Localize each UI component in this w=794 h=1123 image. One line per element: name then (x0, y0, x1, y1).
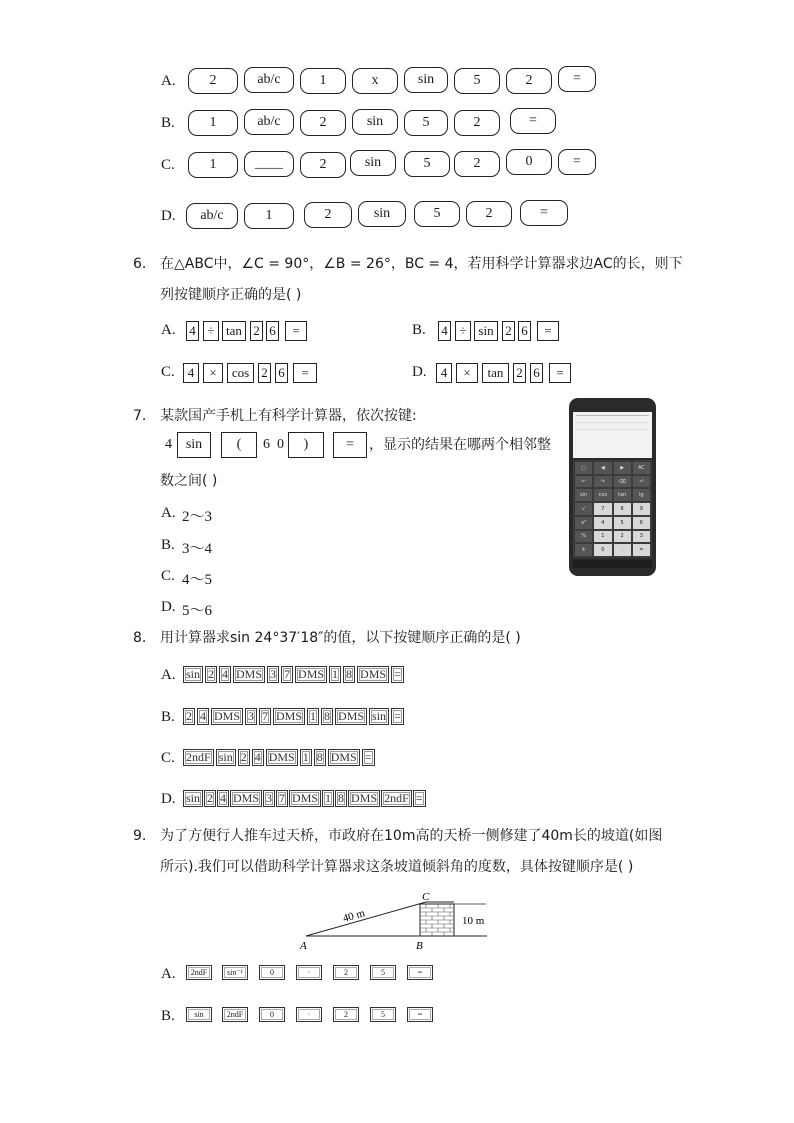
phone-key: 6 (633, 517, 650, 529)
key: 2 (513, 363, 526, 383)
key: 1 (322, 790, 334, 807)
key: 1 (329, 666, 341, 683)
key: 5 (414, 201, 460, 227)
key: 2 (300, 110, 346, 136)
key: = (391, 666, 404, 683)
option-label: B. (161, 1008, 175, 1024)
key: 2 (506, 68, 552, 94)
key: ( (221, 432, 257, 458)
option-label: A. (161, 322, 176, 338)
option-label: D. (161, 791, 176, 807)
option-label: B. (161, 115, 175, 131)
phone-key: = (633, 544, 650, 556)
key: = (407, 1007, 433, 1022)
key: 2 (502, 321, 515, 341)
key: ab/c (244, 109, 294, 135)
key: = (558, 66, 596, 92)
key: sin (186, 1007, 212, 1022)
phone-key: 8 (614, 503, 631, 515)
key: × (203, 363, 223, 383)
key: DMS (266, 749, 298, 766)
phone-key: 3 (633, 531, 650, 543)
key: = (285, 321, 307, 341)
question-text: 列按键顺序正确的是( ) (160, 287, 302, 303)
key: DMS (335, 708, 367, 725)
key: x (352, 68, 398, 94)
key: 2 (238, 749, 250, 766)
question-text: 为了方便行人推车过天桥，市政府在10m高的天桥一侧修建了40m长的坡道(如图 (160, 828, 663, 844)
height-label: 10 m (462, 915, 485, 927)
phone-key: ↷ (594, 476, 611, 488)
key-plain: 0 (277, 437, 284, 452)
key: 2 (205, 666, 217, 683)
key: DMS (211, 708, 243, 725)
q8-option-b-keys (183, 708, 404, 725)
question-number: 6. (133, 256, 147, 272)
key: 2 (300, 152, 346, 178)
key: sin (369, 708, 389, 725)
option-label: B. (412, 322, 426, 338)
option-label: C. (161, 750, 175, 766)
phone-key: tan (614, 489, 631, 501)
key: sin (177, 432, 211, 458)
option-label: D. (161, 208, 176, 224)
key: = (293, 363, 317, 383)
option-label: A. (161, 505, 176, 521)
phone-key: AC (633, 462, 650, 474)
key: 4 (197, 708, 209, 725)
key: cos (227, 363, 254, 383)
key: 1 (300, 749, 312, 766)
phone-key: 4 (594, 517, 611, 529)
key: 4 (252, 749, 264, 766)
key: 3 (267, 666, 279, 683)
question-text: 某款国产手机上有科学计算器，依次按键: (160, 408, 417, 424)
key: 7 (276, 790, 288, 807)
phone-key: □ (575, 462, 592, 474)
key: tan (482, 363, 509, 383)
question-text: 用计算器求sin 24°37′18″的值，以下按键顺序正确的是( ) (160, 630, 521, 646)
key: 5 (370, 965, 396, 980)
key: 2 (204, 790, 216, 807)
phone-key: 7 (594, 503, 611, 515)
option-text: 3～4 (182, 541, 213, 557)
key: 2 (333, 965, 359, 980)
q8-option-a-keys (183, 666, 404, 683)
q8-option-d-keys (183, 790, 426, 807)
key: 6 (518, 321, 531, 341)
key: sin (474, 321, 498, 341)
key-plain: 6 (263, 437, 270, 452)
question-text: 数之间( ) (160, 473, 218, 489)
key: = (537, 321, 559, 341)
key: 0 (259, 965, 285, 980)
option-label: A. (161, 73, 176, 89)
key: 7 (259, 708, 271, 725)
slope-label: 40 m (341, 907, 367, 925)
phone-key: ↶ (575, 476, 592, 488)
key: 6 (530, 363, 543, 383)
key: 8 (343, 666, 355, 683)
key: sin (216, 749, 236, 766)
key: sin (350, 150, 396, 176)
phone-key: 1 (594, 531, 611, 543)
key: 8 (314, 749, 326, 766)
option-label: D. (412, 364, 427, 380)
key: = (558, 149, 596, 175)
key: 5 (404, 110, 448, 136)
key: 2 (304, 202, 352, 228)
key: 3 (263, 790, 275, 807)
phone-key: . (614, 544, 631, 556)
option-text: 4～5 (182, 572, 213, 588)
key: DMS (348, 790, 380, 807)
key: = (391, 708, 404, 725)
key: 1 (307, 708, 319, 725)
phone-keypad (573, 460, 652, 558)
key: = (510, 108, 556, 134)
phone-key: cos (594, 489, 611, 501)
key: ÷ (455, 321, 471, 341)
option-label: B. (161, 537, 175, 553)
phone-key: 0 (594, 544, 611, 556)
key: 5 (370, 1007, 396, 1022)
key: 4 (436, 363, 452, 383)
option-text: 2～3 (182, 509, 213, 525)
key: DMS (233, 666, 265, 683)
key: 4 (186, 321, 199, 341)
phone-key: ▶ (614, 462, 631, 474)
key: × (456, 363, 478, 383)
slope-line (306, 902, 426, 936)
key: = (407, 965, 433, 980)
option-label: A. (161, 966, 176, 982)
key: · (296, 1007, 322, 1022)
key: 2 (333, 1007, 359, 1022)
option-label: C. (161, 364, 175, 380)
key: ab/c (186, 203, 238, 229)
option-label: C. (161, 157, 175, 173)
key: = (520, 200, 568, 226)
key: 8 (321, 708, 333, 725)
key: tan (222, 321, 246, 341)
option-text: 5～6 (182, 603, 213, 619)
key: · (296, 965, 322, 980)
point-b-label: B (416, 940, 423, 952)
option-label: D. (161, 599, 176, 615)
question-number: 7. (133, 408, 147, 424)
key: 2 (258, 363, 271, 383)
key: DMS (230, 790, 262, 807)
key: 5 (404, 151, 450, 177)
phone-key: 2 (614, 531, 631, 543)
key: 0 (259, 1007, 285, 1022)
point-c-label: C (422, 891, 430, 903)
point-a-label: A (300, 940, 307, 952)
key: 8 (335, 790, 347, 807)
key: sin (404, 67, 448, 93)
question-number: 8. (133, 630, 147, 646)
question-number: 9. (133, 828, 147, 844)
key: 4 (183, 363, 199, 383)
question-text: 在△ABC中，∠C = 90°，∠B = 26°，BC = 4，若用科学计算器求边AC的长，则下 (160, 256, 683, 272)
phone-key: ⏎ (633, 476, 650, 488)
key: sin (352, 109, 398, 135)
key: 1 (188, 110, 238, 136)
key: DMS (357, 666, 389, 683)
key: 2 (466, 201, 512, 227)
key: ab/c (244, 67, 294, 93)
key: 2ndF (186, 965, 212, 980)
phone-key: sin (575, 489, 592, 501)
key: ÷ (203, 321, 219, 341)
key: sin⁻¹ (222, 965, 248, 980)
key: ) (288, 432, 324, 458)
key: DMS (328, 749, 360, 766)
key: 4 (219, 666, 231, 683)
key: 2 (454, 151, 500, 177)
phone-key: lg (633, 489, 650, 501)
key: ____ (244, 151, 294, 177)
key: sin (358, 201, 406, 227)
phone-key: x² (575, 517, 592, 529)
key: sin (183, 666, 203, 683)
key: 1 (300, 68, 346, 94)
key: 2 (250, 321, 263, 341)
key: 3 (245, 708, 257, 725)
key: 2 (188, 68, 238, 94)
key: 2 (183, 708, 195, 725)
phone-key: % (575, 531, 592, 543)
question-text: ，显示的结果在哪两个相邻整 (369, 437, 551, 453)
key: = (413, 790, 426, 807)
phone-screen (573, 412, 652, 458)
key: 5 (454, 68, 500, 94)
key: 2ndF (381, 790, 412, 807)
key: sin (183, 790, 203, 807)
key: 0 (506, 149, 552, 175)
key: = (362, 749, 375, 766)
key: 6 (266, 321, 279, 341)
key: = (549, 363, 571, 383)
phone-bottom-bar (573, 560, 652, 568)
key: 2ndF (183, 749, 214, 766)
key: = (333, 432, 367, 458)
option-label: B. (161, 709, 175, 725)
option-label: C. (161, 568, 175, 584)
key: 4 (217, 790, 229, 807)
phone-key: ◀ (594, 462, 611, 474)
phone-key: 5 (614, 517, 631, 529)
phone-key: √ (575, 503, 592, 515)
key: 2ndF (222, 1007, 248, 1022)
question-text: 所示).我们可以借助科学计算器求这条坡道倾斜角的度数，具体按键顺序是( ) (160, 859, 634, 875)
key: 6 (275, 363, 288, 383)
phone-key: 9 (633, 503, 650, 515)
key-plain: 4 (165, 437, 172, 452)
key: 1 (244, 203, 294, 229)
key: DMS (289, 790, 321, 807)
option-label: A. (161, 667, 176, 683)
slope-figure (290, 888, 490, 954)
key: DMS (273, 708, 305, 725)
phone-key: ⌫ (614, 476, 631, 488)
key: 7 (281, 666, 293, 683)
key: DMS (295, 666, 327, 683)
key: 4 (438, 321, 451, 341)
key: 1 (188, 152, 238, 178)
q8-option-c-keys (183, 749, 375, 766)
phone-key: ± (575, 544, 592, 556)
key: 2 (454, 110, 500, 136)
